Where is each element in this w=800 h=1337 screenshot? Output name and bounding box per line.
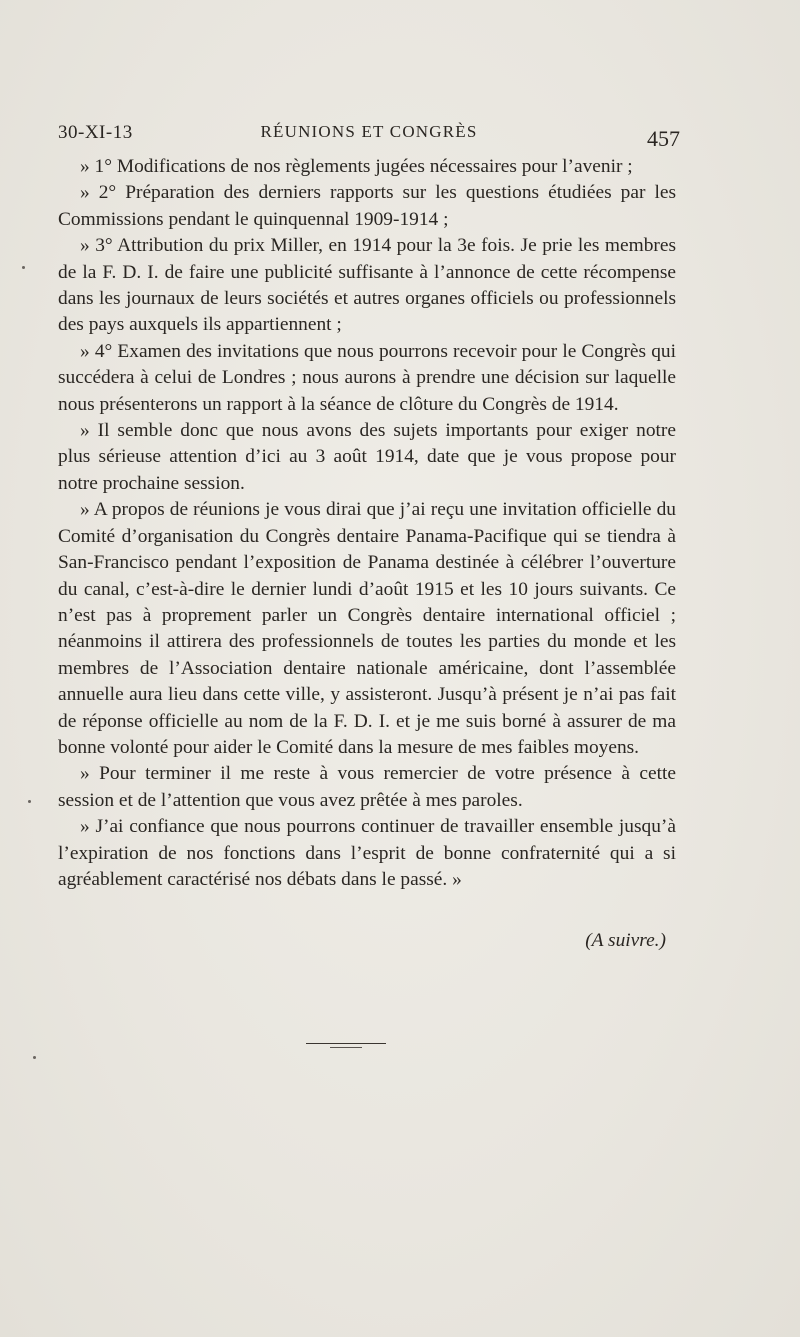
paragraph-subjects: » Il semble donc que nous avons des sujets importants pour exiger notre plus sérieuse attention d’ici au 3 août 1914, date que je vous propose pour notre prochaine session.: [58, 420, 676, 494]
continuation-note: (A suivre.): [585, 930, 666, 951]
running-header: [58, 116, 680, 156]
paragraph-item-1: » 1° Modifications de nos règlements jugées nécessaires pour l’avenir ;: [80, 156, 633, 177]
paragraph-item-4: » 4° Examen des invitations que nous pourrons recevoir pour le Congrès qui succédera à celui de Londres ; nous aurons à prendre une décision sur laquelle nous présenterons un rapport à la séance de clôture du Congrès de 1914.: [58, 340, 676, 415]
print-speck: [28, 800, 31, 803]
paragraph-item-2: » 2° Préparation des derniers rapports sur les questions étudiées par les Commissions pendant le quinquennal 1909-1914 ;: [58, 182, 676, 230]
paragraph-closing: » J’ai confiance que nous pourrons continuer de travailler ensemble jusqu’à l’expiration de nos fonctions dans l’esprit de bonne confraternité qui a si agréablement caractérisé nos débats dans le passé. »: [58, 816, 676, 890]
section-divider-short: [330, 1047, 362, 1048]
print-speck: [33, 1056, 36, 1059]
header-title: RÉUNIONS ET CONGRÈS: [260, 122, 478, 141]
paragraph-item-3: » 3° Attribution du prix Miller, en 1914 pour la 3e fois. Je prie les membres de la F. D. I. de faire une publicité suffisante à l’annonce de cette récompense dans les journaux de leurs sociétés et autres organes officiels ou professionnels des pays auxquels ils appartiennent ;: [58, 235, 676, 336]
paragraph-thanks: » Pour terminer il me reste à vous remercier de votre présence à cette session et de l’attention que vous avez prêtée à mes paroles.: [58, 763, 676, 811]
print-speck: [22, 266, 25, 269]
paragraph-invitation: » A propos de réunions je vous dirai que j’ai reçu une invitation officielle du Comité d’organisation du Congrès dentaire Panama-Pacifique qui se tiendra à San-Francisco pendant l’exposition de Panama destinée à célébrer l’ouverture du canal, c’est-à-dire le dernier lundi d’août 1915 et les 10 jours suivants. Ce n’est pas à proprement parler un Congrès dentaire international officiel ; néanmoins il attirera des professionnels de toutes les parties du monde et les membres de l’Association dentaire nationale américaine, dont l’assemblée annuelle aura lieu dans cette ville, y assisteront. Jusqu’à présent je n’ai pas fait de réponse officielle au nom de la F. D. I. et je me suis borné à assurer de ma bonne volonté pour aider le Comité dans la mesure de mes faibles moyens.: [58, 499, 676, 758]
page-number: 457: [647, 126, 680, 151]
header-date: 30-XI-13: [58, 122, 133, 143]
body-text: [58, 154, 676, 893]
section-divider: [306, 1043, 386, 1044]
